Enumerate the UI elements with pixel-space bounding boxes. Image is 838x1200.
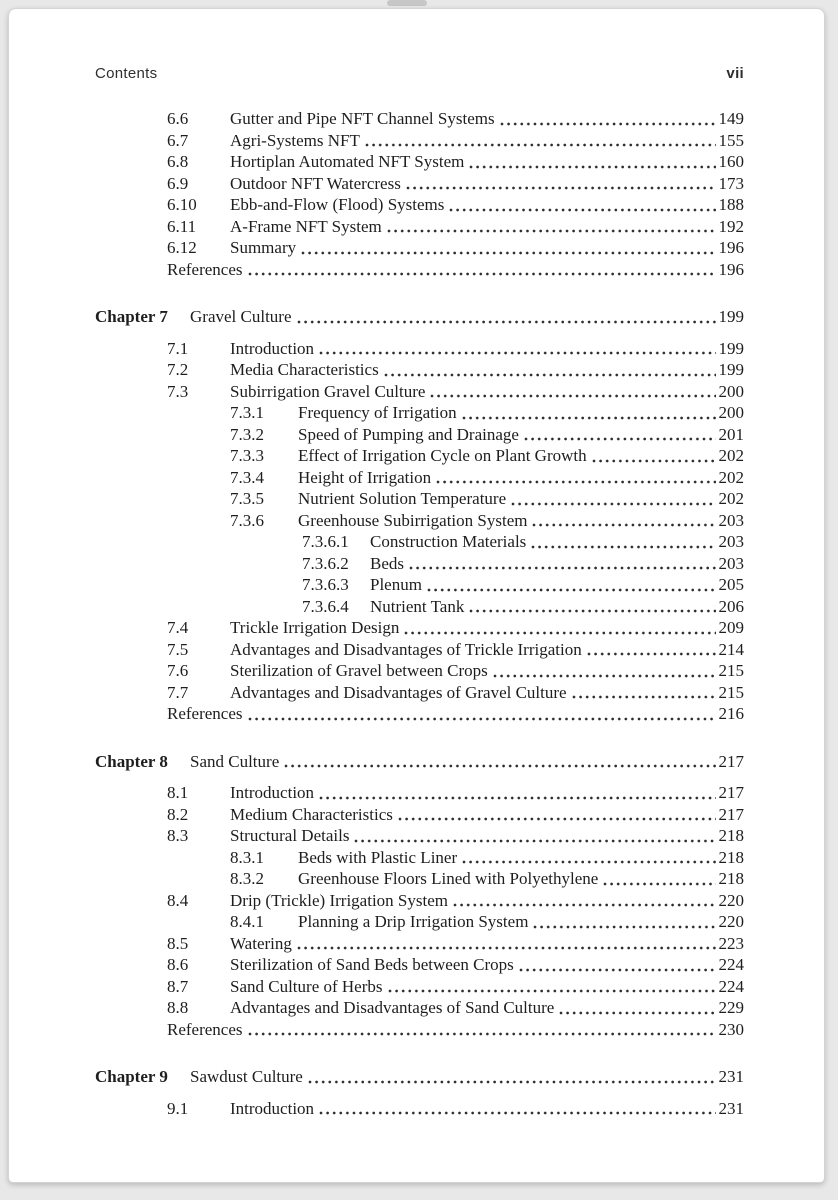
running-head — [95, 64, 744, 84]
dot-leader — [387, 228, 716, 234]
entry-title: Gutter and Pipe NFT Channel Systems — [230, 109, 495, 128]
entry-number: 8.4 — [167, 890, 189, 910]
entry-page-number: 223 — [718, 933, 744, 953]
dot-leader — [319, 1110, 715, 1116]
toc-entry-row — [95, 997, 744, 1019]
entry-number: 7.3.1 — [230, 403, 264, 422]
entry-page-number: 199 — [718, 338, 744, 358]
entry-number: 6.10 — [167, 195, 197, 214]
dot-leader — [384, 372, 716, 378]
toc-entry-row — [95, 194, 744, 216]
toc-entry-row — [95, 890, 744, 912]
entry-title: Drip (Trickle) Irrigation System — [230, 890, 448, 910]
toc-entry-row — [95, 237, 744, 259]
toc-entry-row — [95, 847, 744, 869]
dot-leader — [519, 967, 716, 973]
entry-number: 6.9 — [167, 173, 189, 193]
dot-leader — [449, 207, 715, 213]
entry-page-number: 220 — [718, 912, 744, 931]
entry-page-number: 218 — [718, 826, 744, 845]
dot-leader — [406, 185, 716, 191]
entry-number: 8.3.2 — [230, 869, 264, 888]
chapter-heading-row — [95, 751, 744, 773]
entry-number: 8.4.1 — [230, 912, 264, 931]
entry-title: Media Characteristics — [230, 360, 379, 379]
entry-page-number: 203 — [718, 553, 744, 573]
entry-page-number: 188 — [718, 195, 744, 214]
dot-leader — [308, 1079, 716, 1085]
dot-leader — [587, 651, 716, 657]
chapter-heading-row — [95, 306, 744, 328]
dot-leader — [248, 1031, 716, 1037]
dot-leader — [354, 838, 715, 844]
dot-leader — [511, 501, 715, 507]
toc-entry-row — [95, 531, 744, 553]
dot-leader — [524, 436, 716, 442]
entry-number: 7.3.2 — [230, 424, 264, 444]
entry-number: 8.6 — [167, 955, 189, 974]
entry-number: 6.8 — [167, 152, 189, 171]
entry-title: A-Frame NFT System — [230, 216, 382, 236]
dot-leader — [404, 630, 715, 636]
entry-title: Summary — [230, 238, 297, 257]
toc-entry-row — [95, 933, 744, 955]
dot-leader — [532, 522, 715, 528]
dot-leader — [469, 608, 715, 614]
entry-page-number: 201 — [718, 424, 744, 444]
entry-number: 6.12 — [167, 238, 197, 257]
chapter-label: Chapter 9 — [95, 1067, 168, 1086]
dot-leader — [248, 716, 716, 722]
toc-entry-row — [95, 574, 744, 596]
entry-page-number: 196 — [718, 259, 744, 279]
toc-entry-row — [95, 216, 744, 238]
entry-page-number: 203 — [718, 510, 744, 530]
entry-number: 8.3 — [167, 826, 189, 845]
dot-leader — [500, 121, 716, 127]
entry-title: Speed of Pumping and Drainage — [298, 424, 519, 444]
entry-title: References — [167, 1019, 243, 1039]
toc-block — [95, 108, 744, 280]
entry-number: 6.11 — [167, 216, 197, 236]
entry-page-number: 217 — [718, 804, 744, 824]
toc-entry-row — [95, 596, 744, 618]
entry-number: 7.3.6.1 — [302, 532, 349, 551]
entry-page-number: 214 — [718, 639, 744, 659]
entry-page-number: 215 — [718, 682, 744, 702]
toc-entry-row — [95, 976, 744, 998]
toc-entry-row — [95, 825, 744, 847]
toc-entry-row — [95, 173, 744, 195]
entry-page-number: 199 — [718, 360, 744, 379]
dot-leader — [248, 271, 716, 277]
entry-title: Structural Details — [230, 826, 350, 845]
dot-leader — [388, 988, 716, 994]
entry-number: 7.7 — [167, 682, 189, 702]
entry-title: Greenhouse Floors Lined with Polyethylene — [298, 869, 599, 888]
entry-title: Effect of Irrigation Cycle on Plant Growth — [298, 446, 587, 465]
entry-number: 7.3.3 — [230, 446, 264, 465]
entry-title: Sterilization of Sand Beds between Crops — [230, 955, 514, 974]
chapter-page-number: 231 — [718, 1067, 744, 1086]
entry-page-number: 215 — [718, 661, 744, 680]
chapter-title: Gravel Culture — [190, 307, 292, 326]
toc-entry-row — [95, 338, 744, 360]
document-page — [8, 8, 825, 1183]
dot-leader — [453, 902, 716, 908]
dot-leader — [462, 859, 715, 865]
entry-page-number: 160 — [718, 152, 744, 171]
entry-page-number: 229 — [718, 998, 744, 1017]
entry-list — [95, 108, 744, 280]
entry-page-number: 203 — [718, 532, 744, 551]
entry-title: Introduction — [230, 338, 315, 358]
dot-leader — [398, 816, 716, 822]
toc-entry-row — [95, 911, 744, 933]
toc-entry-row — [95, 445, 744, 467]
dot-leader — [592, 458, 716, 464]
entry-page-number: 218 — [718, 869, 744, 888]
entry-title: References — [167, 259, 243, 279]
table-of-contents — [95, 108, 744, 1119]
entry-title: Medium Characteristics — [230, 804, 393, 824]
folio-page-number: vii — [726, 65, 744, 82]
chapter-heading-row — [95, 1066, 744, 1088]
entry-page-number: 231 — [718, 1098, 744, 1118]
entry-title: Advantages and Disadvantages of Sand Culture — [230, 998, 555, 1017]
entry-title: Agri-Systems NFT — [230, 130, 360, 150]
entry-page-number: 224 — [718, 976, 744, 996]
entry-number: 7.3.6.2 — [302, 553, 349, 573]
entry-title: Introduction — [230, 783, 315, 802]
dot-leader — [427, 587, 716, 593]
toc-entry-row — [95, 151, 744, 173]
toc-entry-row — [95, 639, 744, 661]
dot-leader — [409, 565, 716, 571]
dot-leader — [603, 881, 715, 887]
dot-leader — [462, 415, 716, 421]
dot-leader — [533, 924, 715, 930]
toc-entry-row — [95, 617, 744, 639]
entry-page-number: 202 — [718, 467, 744, 487]
entry-title: Advantages and Disadvantages of Gravel Culture — [230, 682, 567, 702]
toc-entry-row — [95, 488, 744, 510]
entry-title: Planning a Drip Irrigation System — [298, 912, 529, 931]
toc-block — [95, 751, 744, 1041]
entry-page-number: 217 — [718, 783, 744, 802]
dot-leader — [469, 164, 715, 170]
entry-title: Plenum — [370, 575, 422, 594]
toc-entry-row — [95, 954, 744, 976]
entry-page-number: 205 — [718, 575, 744, 594]
entry-title: Subirrigation Gravel Culture — [230, 381, 426, 401]
entry-page-number: 200 — [718, 403, 744, 422]
entry-title: Nutrient Tank — [370, 596, 465, 616]
entry-page-number: 220 — [718, 890, 744, 910]
dot-leader — [284, 763, 715, 769]
entry-number: 8.3.1 — [230, 847, 264, 867]
entry-list — [95, 782, 744, 1040]
entry-title: Hortiplan Automated NFT System — [230, 152, 465, 171]
toc-entry-row — [95, 467, 744, 489]
entry-number: 7.3.6.4 — [302, 596, 349, 616]
entry-page-number: 200 — [718, 381, 744, 401]
entry-title: Sand Culture of Herbs — [230, 976, 383, 996]
entry-page-number: 230 — [718, 1019, 744, 1039]
toc-entry-row — [95, 108, 744, 130]
toc-entry-row — [95, 703, 744, 725]
entry-list — [95, 1098, 744, 1120]
entry-page-number: 196 — [718, 238, 744, 257]
entry-number: 8.2 — [167, 804, 189, 824]
scrollbar-thumb — [387, 0, 427, 6]
toc-entry-row — [95, 782, 744, 804]
entry-number: 8.7 — [167, 976, 189, 996]
toc-entry-row — [95, 553, 744, 575]
entry-title: Trickle Irrigation Design — [230, 618, 400, 637]
entry-number: 7.5 — [167, 639, 189, 659]
chapter-page-number: 199 — [718, 307, 744, 326]
dot-leader — [297, 319, 716, 325]
entry-number: 6.6 — [167, 109, 189, 128]
entry-list — [95, 338, 744, 725]
entry-page-number: 202 — [718, 446, 744, 465]
entry-number: 7.3.6 — [230, 510, 264, 530]
toc-entry-row — [95, 660, 744, 682]
dot-leader — [301, 250, 715, 256]
entry-title: Frequency of Irrigation — [298, 403, 457, 422]
entry-number: 6.7 — [167, 130, 189, 150]
dot-leader — [572, 694, 716, 700]
entry-title: Ebb-and-Flow (Flood) Systems — [230, 195, 445, 214]
toc-entry-row — [95, 1019, 744, 1041]
entry-page-number: 209 — [718, 618, 744, 637]
entry-title: Beds — [370, 553, 404, 573]
entry-title: Construction Materials — [370, 532, 527, 551]
entry-page-number: 149 — [718, 109, 744, 128]
chapter-page-number: 217 — [718, 751, 744, 771]
entry-title: Advantages and Disadvantages of Trickle Irrigation — [230, 639, 582, 659]
entry-title: Sterilization of Gravel between Crops — [230, 661, 488, 680]
entry-page-number: 192 — [718, 216, 744, 236]
running-head-title: Contents — [95, 65, 158, 82]
chapter-label: Chapter 7 — [95, 307, 168, 326]
chapter-title: Sand Culture — [190, 751, 280, 771]
entry-number: 8.1 — [167, 783, 189, 802]
entry-title: References — [167, 704, 243, 723]
toc-entry-row — [95, 130, 744, 152]
entry-number: 9.1 — [167, 1098, 189, 1118]
entry-page-number: 173 — [718, 173, 744, 193]
dot-leader — [531, 544, 715, 550]
dot-leader — [365, 142, 716, 148]
dot-leader — [319, 350, 715, 356]
chapter-label: Chapter 8 — [95, 751, 168, 771]
entry-number: 7.2 — [167, 360, 189, 379]
entry-title: Nutrient Solution Temperature — [298, 489, 507, 508]
toc-entry-row — [95, 804, 744, 826]
dot-leader — [297, 945, 716, 951]
toc-entry-row — [95, 359, 744, 381]
dot-leader — [493, 673, 716, 679]
toc-block — [95, 306, 744, 725]
toc-entry-row — [95, 1098, 744, 1120]
entry-number: 7.3.6.3 — [302, 575, 349, 594]
entry-title: Greenhouse Subirrigation System — [298, 510, 528, 530]
entry-number: 7.3 — [167, 381, 189, 401]
toc-entry-row — [95, 259, 744, 281]
entry-number: 7.3.4 — [230, 467, 264, 487]
entry-page-number: 224 — [718, 955, 744, 974]
toc-entry-row — [95, 424, 744, 446]
entry-title: Height of Irrigation — [298, 467, 432, 487]
entry-page-number: 206 — [718, 596, 744, 616]
toc-entry-row — [95, 510, 744, 532]
entry-number: 8.5 — [167, 933, 189, 953]
entry-page-number: 216 — [718, 704, 744, 723]
entry-number: 7.4 — [167, 618, 189, 637]
dot-leader — [559, 1010, 715, 1016]
entry-number: 7.6 — [167, 661, 189, 680]
dot-leader — [430, 393, 715, 399]
entry-title: Outdoor NFT Watercress — [230, 173, 401, 193]
entry-title: Introduction — [230, 1098, 315, 1118]
entry-title: Watering — [230, 933, 292, 953]
entry-page-number: 202 — [718, 489, 744, 508]
entry-number: 7.3.5 — [230, 489, 264, 508]
toc-block — [95, 1066, 744, 1119]
dot-leader — [436, 479, 715, 485]
entry-number: 8.8 — [167, 998, 189, 1017]
entry-title: Beds with Plastic Liner — [298, 847, 458, 867]
toc-entry-row — [95, 682, 744, 704]
entry-page-number: 155 — [718, 130, 744, 150]
entry-number: 7.1 — [167, 338, 189, 358]
entry-page-number: 218 — [718, 847, 744, 867]
toc-entry-row — [95, 381, 744, 403]
dot-leader — [319, 795, 715, 801]
toc-entry-row — [95, 868, 744, 890]
chapter-title: Sawdust Culture — [190, 1067, 303, 1086]
toc-entry-row — [95, 402, 744, 424]
